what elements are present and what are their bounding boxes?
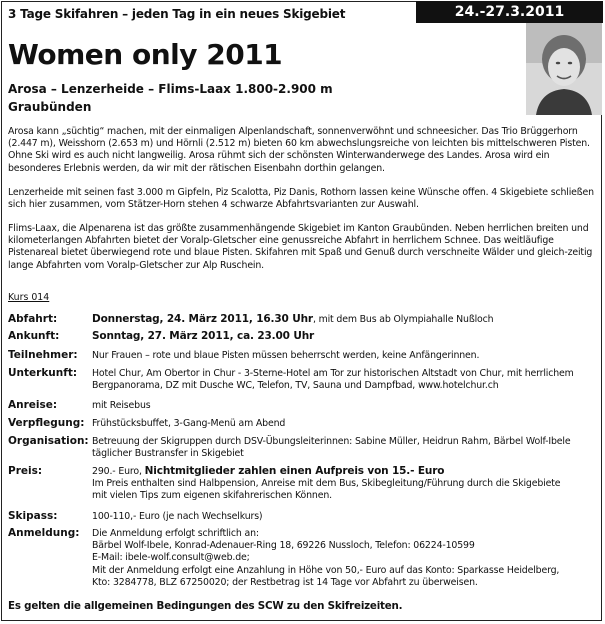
portrait-image xyxy=(526,23,602,115)
paragraph-arosa: Arosa kann „süchtig“ machen, mit der einmaligen Alpenlandschaft, sonnenverwöhnt und schneesicher. Das Trio Brüggerhorn (2.447 m), Weisshorn (2.653 m) und Hörnli (2.512 m) bieten 60 km abwechslungsreiche von leichten bis mittelschweren Pisten. Ohne Ski wird es auch nicht langweilig. Arosa rühmt sich der schönsten Winterwanderwege des Landes. Arosa wird ein besonderes Erlebnis werden, da wir mit der rätischen Eisenbahn dorthin gelangen. xyxy=(8,126,590,174)
organisation-line-2: täglicher Bustransfer in Skigebiet xyxy=(92,448,244,460)
preis-line-2: Im Preis enthalten sind Halbpension, Anreise mit dem Bus, Skibegleitung/Führung durch die Skigebiete xyxy=(92,478,561,490)
organisation-line-1: Betreuung der Skigruppen durch DSV-Übungsleiterinnen: Sabine Müller, Heidrun Rahm, Bärbel Wolf-Ibele xyxy=(92,436,571,447)
value-abfahrt xyxy=(92,313,598,326)
label-preis: Preis: xyxy=(8,465,43,477)
anmeldung-line-1: Die Anmeldung erfolgt schriftlich an: xyxy=(92,528,259,539)
label-anmeldung: Anmeldung: xyxy=(8,527,80,539)
anmeldung-line-4: Mit der Anmeldung erfolgt eine Anzahlung in Höhe von 50,- Euro auf das Konto: Sparkasse Heidelberg, xyxy=(92,564,560,576)
course-number: Kurs 014 xyxy=(8,292,50,303)
abfahrt-date: Donnerstag, 24. März 2011, 16.30 Uhr xyxy=(92,313,313,325)
unterkunft-line-1: Hotel Chur, Am Obertor in Chur - 3-Sterne-Hotel am Tor zur historischen Altstadt von Chur, mit herrlichem xyxy=(92,368,574,379)
region-line: Graubünden xyxy=(8,100,92,114)
date-badge: 24.-27.3.2011 xyxy=(416,1,603,23)
label-abfahrt: Abfahrt: xyxy=(8,313,58,325)
paragraph-lenzerheide: Lenzerheide mit seinen fast 3.000 m Gipfeln, Piz Scalotta, Piz Danis, Rothorn lassen keine Wünsche offen. 4 Skigebiete schließen sich hier zusammen, vom Stätzer-Horn stehen 4 schwarze Abfahrtsvarianten zur Auswahl. xyxy=(8,187,594,211)
value-unterkunft xyxy=(92,368,598,392)
label-ankunft: Ankunft: xyxy=(8,330,60,342)
resorts-line: Arosa – Lenzerheide – Flims-Laax 1.800-2.900 m xyxy=(8,82,333,96)
label-unterkunft: Unterkunft: xyxy=(8,367,78,379)
value-verpflegung: Frühstücksbuffet, 3-Gang-Menü am Abend xyxy=(92,418,286,429)
value-skipass: 100-110,- Euro (je nach Wechselkurs) xyxy=(92,511,263,522)
preis-line-3: mit vielen Tips zum eigenen skifahrerischen Können. xyxy=(92,490,332,502)
preis-surcharge: Nichtmitglieder zahlen einen Aufpreis von 15.- Euro xyxy=(144,465,445,477)
value-anreise: mit Reisebus xyxy=(92,400,151,411)
paragraph-flims-laax: Flims-Laax, die Alpenarena ist das größte zusammenhängende Skigebiet im Kanton Graubünden. Neben herrlichen breiten und kilometerlangen Abfahrten bietet der Voralp-Gletscher eine genussreiche Abfahrt in herrlichem Schnee. Das weitläufige Pistenareal bietet überwiegend rote und blaue Pisten. Skifahren mit Spaß und Genuß durch verschneite Wälder und gleich-zeitig lange Abfahrten vom Voralp-Gletscher zur Alp Ruschein. xyxy=(8,223,593,271)
label-verpflegung: Verpflegung: xyxy=(8,417,85,429)
portrait-photo xyxy=(526,23,602,115)
label-organisation: Organisation: xyxy=(8,435,89,447)
value-preis xyxy=(92,465,598,503)
unterkunft-line-2: Bergpanorama, DZ mit Dusche WC, Telefon, TV, Sauna und Dampfbad, www.hotelchur.ch xyxy=(92,380,499,392)
label-teilnehmer: Teilnehmer: xyxy=(8,349,78,361)
anmeldung-email: E-Mail: ibele-wolf.consult@web.de; xyxy=(92,552,250,564)
value-organisation xyxy=(92,436,598,460)
preis-amount: 290.- Euro, xyxy=(92,466,145,477)
abfahrt-detail: , mit dem Bus ab Olympiahalle Nußloch xyxy=(312,314,494,325)
label-anreise: Anreise: xyxy=(8,399,58,411)
label-skipass: Skipass: xyxy=(8,510,58,522)
value-anmeldung xyxy=(92,528,598,589)
tagline: 3 Tage Skifahren – jeden Tag in ein neues Skigebiet xyxy=(8,7,346,21)
value-teilnehmer: Nur Frauen – rote und blaue Pisten müssen beherrscht werden, keine Anfängerinnen. xyxy=(92,350,480,361)
footer-note: Es gelten die allgemeinen Bedingungen des SCW zu den Skifreizeiten. xyxy=(8,600,403,612)
anmeldung-line-5: Kto: 3284778, BLZ 67250020; der Restbetrag ist 14 Tage vor Abfahrt zu überweisen. xyxy=(92,576,478,588)
value-ankunft xyxy=(92,330,598,343)
page-title: Women only 2011 xyxy=(8,38,283,71)
anmeldung-line-2: Bärbel Wolf-Ibele, Konrad-Adenauer-Ring 18, 69226 Nussloch, Telefon: 06224-10599 xyxy=(92,540,475,552)
ankunft-date: Sonntag, 27. März 2011, ca. 23.00 Uhr xyxy=(92,330,315,342)
